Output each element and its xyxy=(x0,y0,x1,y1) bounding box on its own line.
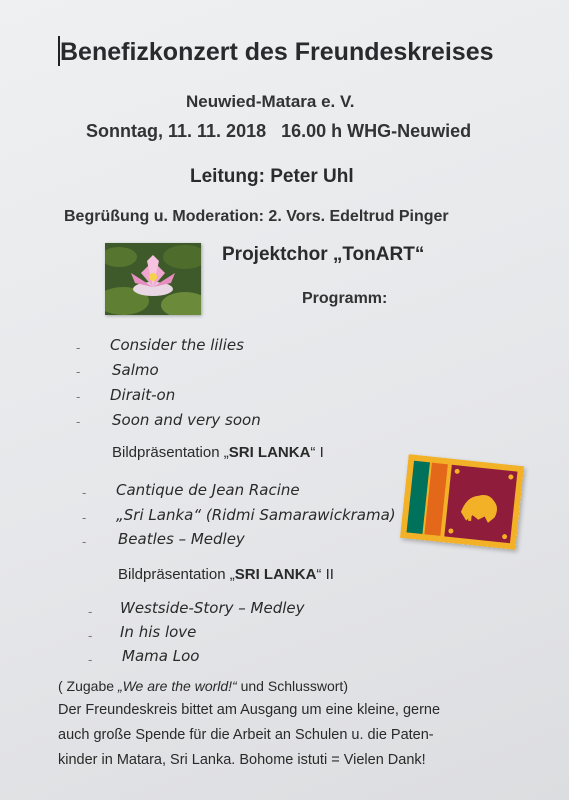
list-bullet: - xyxy=(82,485,87,500)
program-item: Mama Loo xyxy=(122,647,200,665)
leadership-line: Leitung: Peter Uhl xyxy=(190,166,354,187)
list-bullet: - xyxy=(76,414,81,429)
slideshow-line-2: Bildpräsentation „SRI LANKA“ II xyxy=(118,566,334,583)
program-item: Salmo xyxy=(112,361,159,379)
slideshow-line-1: Bildpräsentation „SRI LANKA“ I xyxy=(112,444,324,461)
choir-name: Projektchor „TonART“ xyxy=(222,244,425,265)
program-item: Cantique de Jean Racine xyxy=(116,481,300,499)
program-item: Soon and very soon xyxy=(112,411,261,429)
list-bullet: - xyxy=(88,604,93,619)
list-bullet: - xyxy=(82,510,87,525)
closing-line-1: Der Freundeskreis bittet am Ausgang um eine kleine, gerne xyxy=(58,702,441,718)
list-bullet: - xyxy=(76,340,81,355)
program-heading: Programm: xyxy=(302,290,388,307)
date-venue-line: Sonntag, 11. 11. 2018 16.00 h WHG-Neuwied xyxy=(86,121,472,141)
program-item: „Sri Lanka“ (Ridmi Samarawickrama) xyxy=(116,506,396,524)
page-title: Benefizkonzert des Freundeskreises xyxy=(60,38,494,66)
organization-name: Neuwied-Matara e. V. xyxy=(186,92,355,111)
program-item: Westside-Story – Medley xyxy=(120,599,305,617)
encore-line: ( Zugabe „We are the world!“ und Schlusswort) xyxy=(58,678,348,694)
lotus-flower-image xyxy=(105,243,201,315)
sri-lanka-flag-image xyxy=(400,454,524,550)
list-bullet: - xyxy=(76,389,81,404)
list-bullet: - xyxy=(82,534,87,549)
list-bullet: - xyxy=(76,364,81,379)
program-item: Dirait-on xyxy=(110,386,176,404)
closing-line-2: auch große Spende für die Arbeit an Schulen u. die Paten- xyxy=(58,727,434,743)
program-item: In his love xyxy=(120,623,197,641)
program-item: Consider the lilies xyxy=(110,336,244,354)
list-bullet: - xyxy=(88,652,93,667)
greeting-line: Begrüßung u. Moderation: 2. Vors. Edeltrud Pinger xyxy=(64,208,449,225)
program-item: Beatles – Medley xyxy=(118,530,245,548)
list-bullet: - xyxy=(88,628,93,643)
closing-line-3: kinder in Matara, Sri Lanka. Bohome istuti = Vielen Dank! xyxy=(58,752,426,768)
